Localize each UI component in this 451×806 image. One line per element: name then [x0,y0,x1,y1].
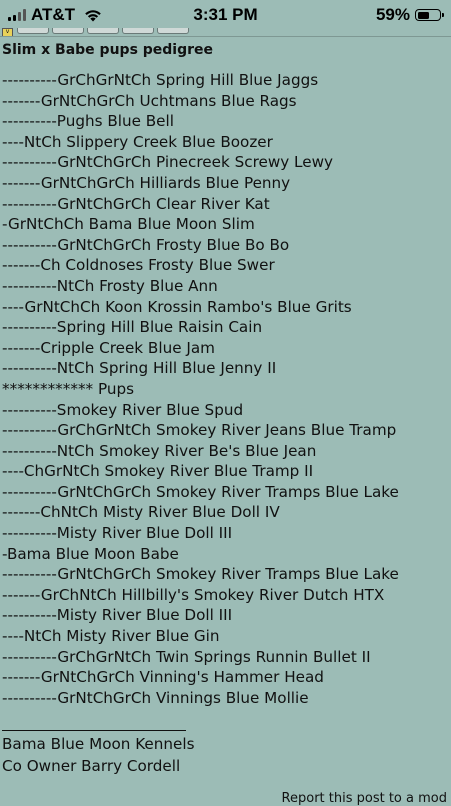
pedigree-line: -------Ch Coldnoses Frosty Blue Swer [2,256,275,275]
pedigree-line: -------GrNtChGrCh Hilliards Blue Penny [2,173,291,192]
toolbar-button[interactable] [157,28,189,34]
pedigree-line: ----------GrNtChGrCh Vinnings Blue Mollie [2,688,309,707]
pedigree-line: ----ChGrNtCh Smokey River Blue Tramp II [2,462,314,481]
clock: 3:31 PM [193,5,258,24]
pedigree-line: ----NtCh Misty River Blue Gin [2,627,220,646]
status-bar [0,0,451,30]
toolbar-button[interactable] [122,28,154,34]
pedigree-line: ----------GrNtChGrCh Smokey River Tramps Blue Lake [2,565,399,584]
pedigree-line: ----------Spring Hill Blue Raisin Cain [2,318,263,337]
pedigree-line: ----------GrChGrNtCh Smokey River Jeans Blue Tramp [2,421,397,440]
pedigree-line: -------GrNtChGrCh Vinning's Hammer Head [2,668,324,687]
pedigree-line: ----------GrNtChGrCh Pinecreek Screwy Lewy [2,153,334,172]
pedigree-line: -------Cripple Creek Blue Jam [2,338,215,357]
battery-fill [418,12,429,19]
carrier-label: AT&T [31,5,76,24]
toolbar-button[interactable] [87,28,119,34]
pedigree-line: ----------NtCh Spring Hill Blue Jenny II [2,359,277,378]
co-owner: Co Owner Barry Cordell [2,756,181,775]
toolbar-button[interactable] [17,28,49,34]
pedigree-line: ----------Misty River Blue Doll III [2,606,233,625]
pedigree-line: ----------Pughs Blue Bell [2,112,174,131]
pedigree-line: -------ChNtCh Misty River Blue Doll IV [2,503,280,522]
battery-percent: 59% [375,5,410,24]
pedigree-line: ************ Pups [2,379,135,398]
kennel-name: Bama Blue Moon Kennels [2,735,195,753]
pedigree-line: ----------NtCh Frosty Blue Ann [2,276,218,295]
toolbar-button[interactable] [52,28,84,34]
report-post-link[interactable]: Report this post to a mod [281,791,447,806]
pedigree-line: ----------Misty River Blue Doll III [2,524,233,543]
pedigree-line: ----------GrChGrNtCh Spring Hill Blue Jaggs [2,71,319,89]
pedigree-line: ----------GrChGrNtCh Twin Springs Runnin Bullet II [2,647,371,666]
post-title: Slim x Babe pups pedigree [2,42,214,58]
pedigree-line: -GrNtChCh Bama Blue Moon Slim [2,215,255,234]
pedigree-line: ----GrNtChCh Koon Krossin Rambo's Blue Grits [2,297,352,316]
post-icon: v [2,28,13,36]
battery-group [376,5,441,25]
pedigree-line: -------GrNtChGrCh Uchtmans Blue Rags [2,91,297,110]
pedigree-line: ----------NtCh Smokey River Be's Blue Jean [2,441,317,460]
divider [0,36,451,37]
forum-toolbar [0,28,451,36]
battery-icon [415,9,441,21]
pedigree-line: ----------GrNtChGrCh Frosty Blue Bo Bo [2,235,290,254]
pedigree-text [2,70,451,708]
pedigree-line: ----------GrNtChGrCh Clear River Kat [2,194,270,213]
post-signature [2,720,451,777]
pedigree-line: ----NtCh Slippery Creek Blue Boozer [2,132,273,151]
pedigree-line: ----------Smokey River Blue Spud [2,400,244,419]
pedigree-line: ----------GrNtChGrCh Smokey River Tramps Blue Lake [2,482,399,501]
signature-divider [2,720,186,731]
pedigree-line: -------GrChNtCh Hillbilly's Smokey River Dutch HTX [2,585,385,604]
pedigree-line: -Bama Blue Moon Babe [2,544,179,563]
